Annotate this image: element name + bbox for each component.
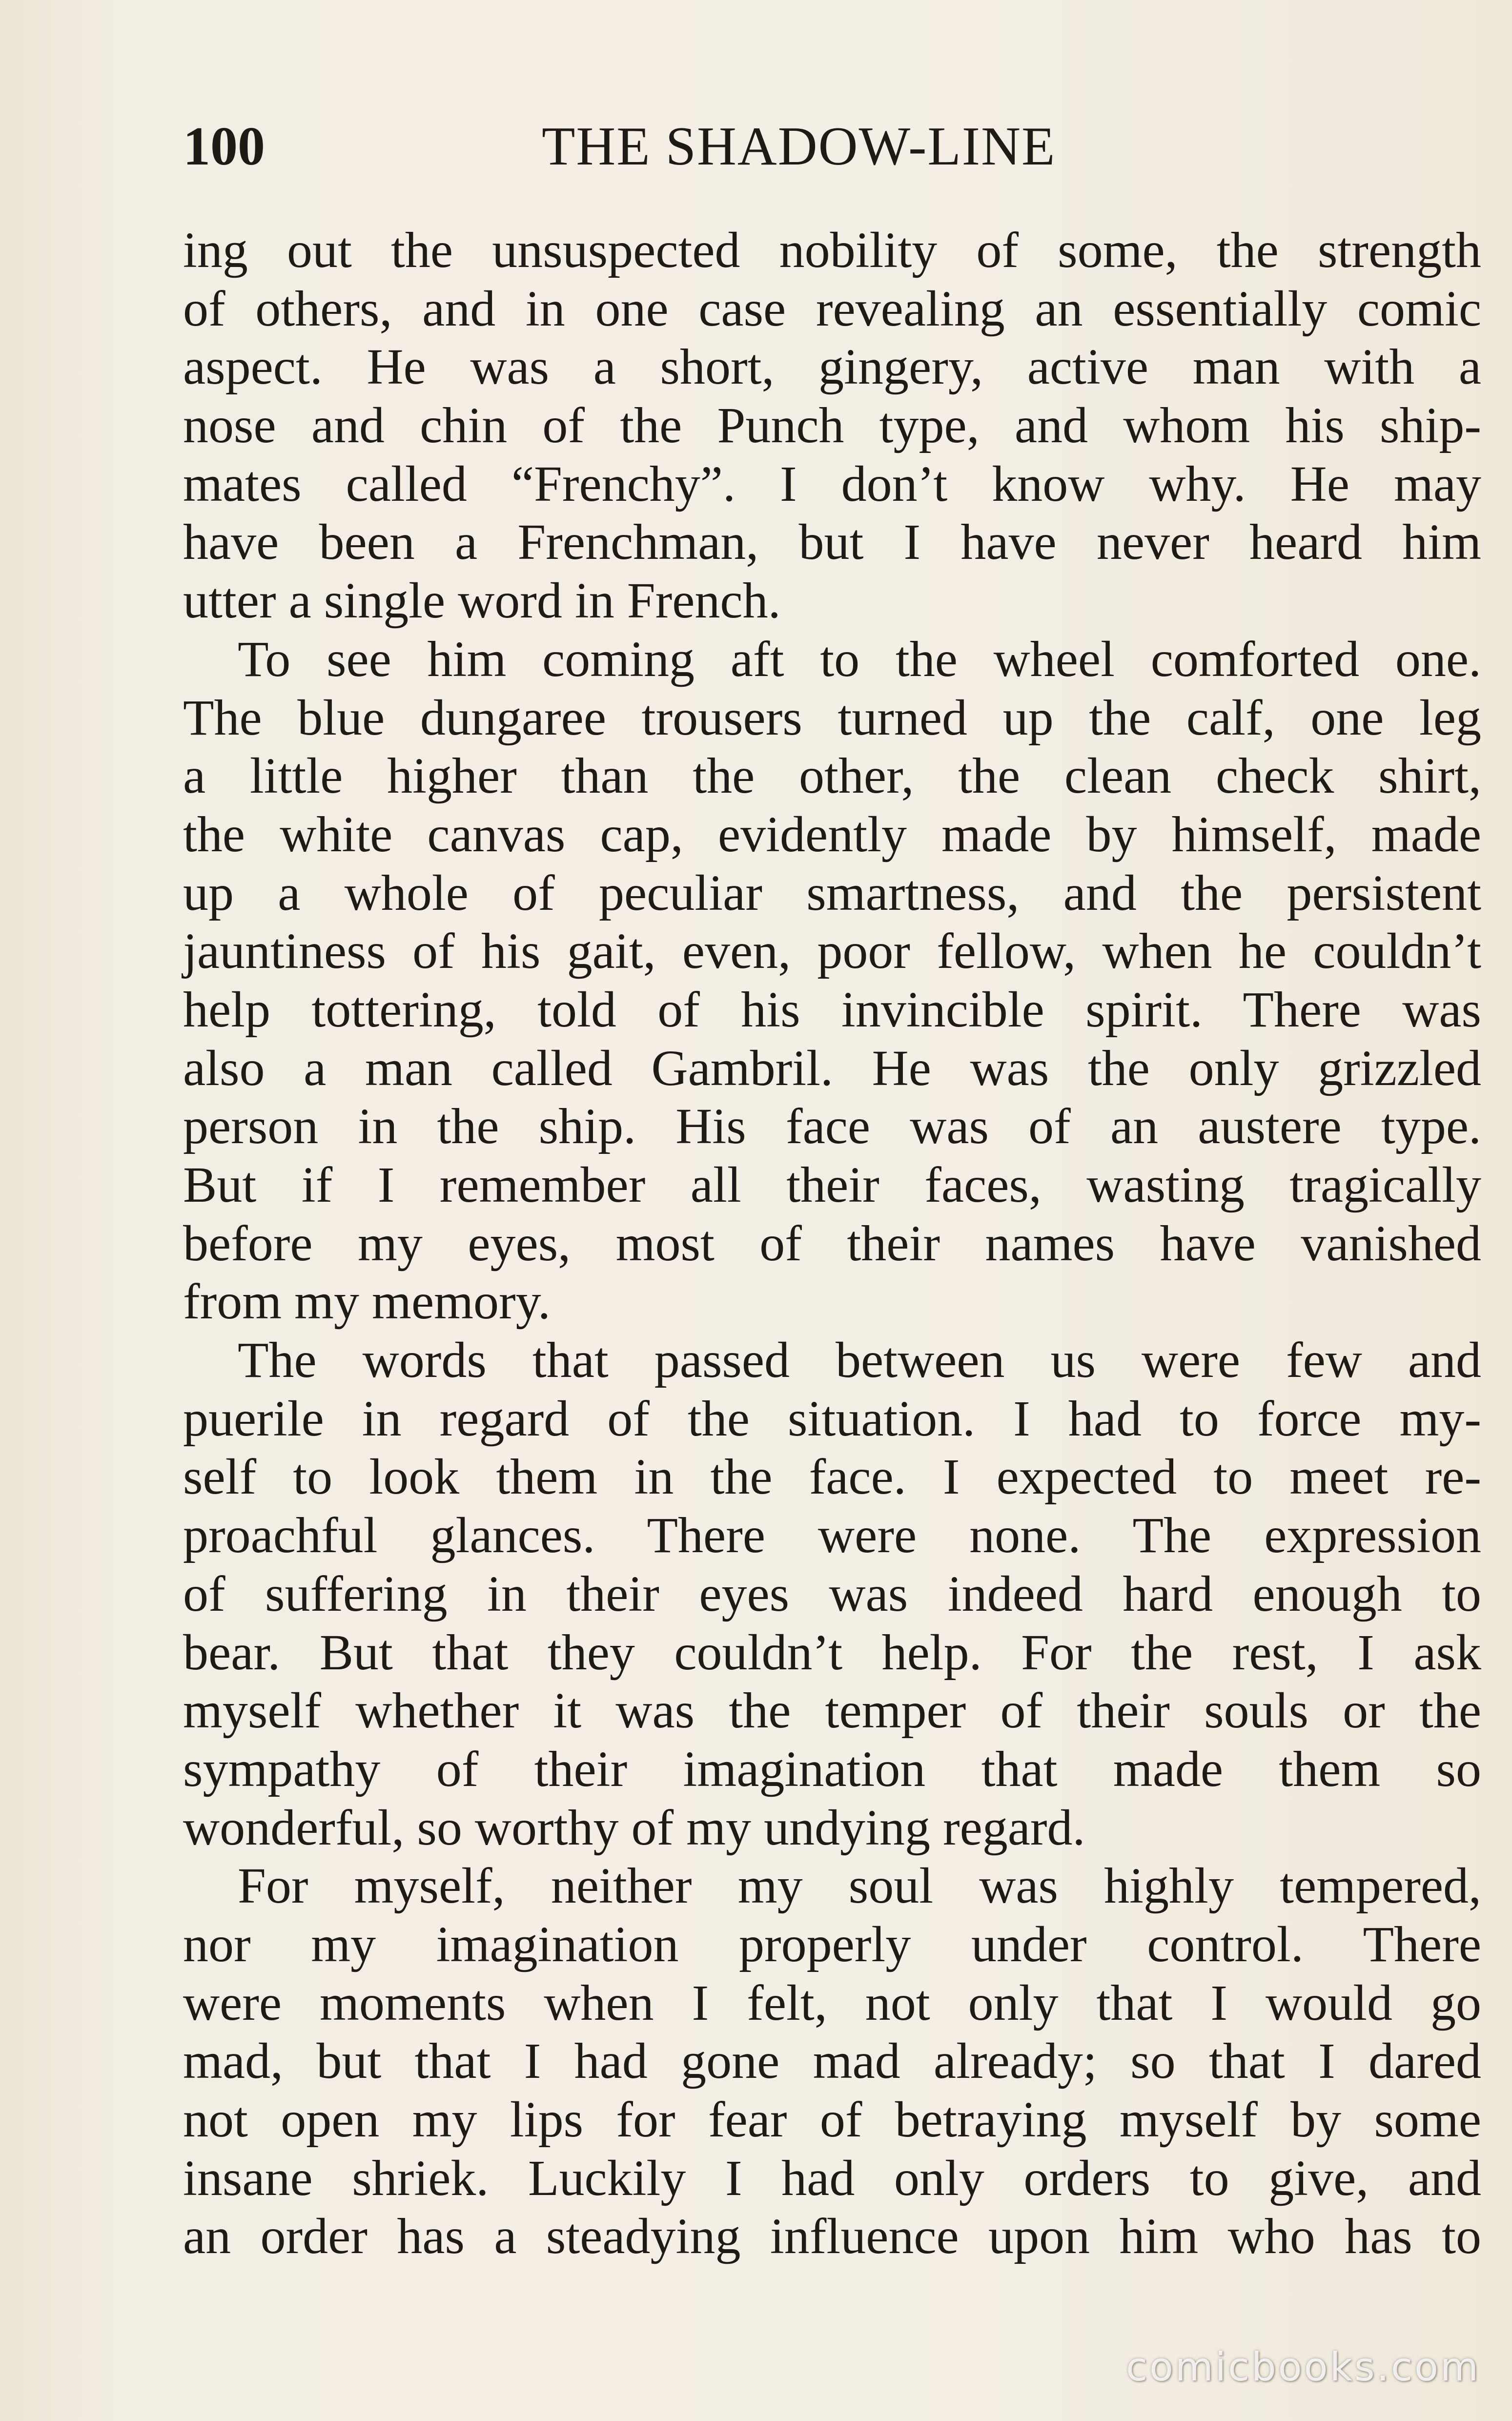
text-line: from my memory. (183, 1273, 551, 1330)
text-line: sympathy of their imagination that made them so (183, 1741, 1481, 1797)
text-line: insane shriek. Luckily I had only orders to give, and (183, 2150, 1481, 2206)
text-line: up a whole of peculiar smartness, and the persistent (183, 864, 1481, 921)
text-line: myself whether it was the temper of their souls or the (183, 1682, 1481, 1739)
text-line: nor my imagination properly under control. There (183, 1916, 1481, 1972)
text-line: not open my lips for fear of betraying myself by some (183, 2092, 1481, 2148)
text-line: proachful glances. There were none. The expression (183, 1507, 1481, 1564)
text-line: an order has a steadying influence upon him who has to (183, 2208, 1481, 2265)
text-line: bear. But that they couldn’t help. For the rest, I ask (183, 1624, 1481, 1681)
text-line: also a man called Gambril. He was the only grizzled (183, 1040, 1481, 1096)
body-text (183, 221, 1481, 2266)
text-line: help tottering, told of his invincible spirit. There was (183, 981, 1481, 1038)
text-line: wonderful, so worthy of my undying regard. (183, 1799, 1085, 1856)
text-line: mad, but that I had gone mad already; so that I dared (183, 2033, 1481, 2090)
text-line: person in the ship. His face was of an austere type. (183, 1098, 1481, 1155)
text-line: before my eyes, most of their names have vanished (183, 1215, 1481, 1272)
text-line: of others, and in one case revealing an essentially comic (183, 280, 1481, 337)
page-number: 100 (183, 116, 265, 177)
text-line: To see him coming aft to the wheel comforted one. (238, 631, 1481, 687)
text-line: For myself, neither my soul was highly tempered, (238, 1858, 1481, 1914)
text-line: of suffering in their eyes was indeed hard enough to (183, 1565, 1481, 1622)
text-line: the white canvas cap, evidently made by himself, made (183, 806, 1481, 862)
text-line: utter a single word in French. (183, 573, 781, 629)
text-line: self to look them in the face. I expected to meet re- (183, 1449, 1481, 1505)
watermark: comicbooks.com (1125, 2344, 1480, 2390)
text-line: mates called “Frenchy”. I don’t know why. He may (183, 455, 1481, 512)
text-line: have been a Frenchman, but I have never heard him (183, 514, 1481, 571)
text-line: But if I remember all their faces, wasting tragically (183, 1157, 1481, 1213)
text-line: The words that passed between us were few and (238, 1332, 1481, 1389)
text-line: puerile in regard of the situation. I had to force my- (183, 1390, 1481, 1447)
text-line: jauntiness of his gait, even, poor fellow, when he couldn’t (183, 923, 1481, 980)
text-line: a little higher than the other, the clean check shirt, (183, 748, 1481, 804)
text-line: were moments when I felt, not only that I would go (183, 1974, 1481, 2031)
text-line: aspect. He was a short, gingery, active man with a (183, 339, 1481, 395)
running-head (183, 112, 1481, 181)
running-title: THE SHADOW-LINE (542, 116, 1056, 177)
text-line: nose and chin of the Punch type, and whom his ship- (183, 397, 1481, 454)
text-line: ing out the unsuspected nobility of some, the strength (183, 222, 1481, 278)
text-line: The blue dungaree trousers turned up the calf, one leg (183, 689, 1481, 746)
